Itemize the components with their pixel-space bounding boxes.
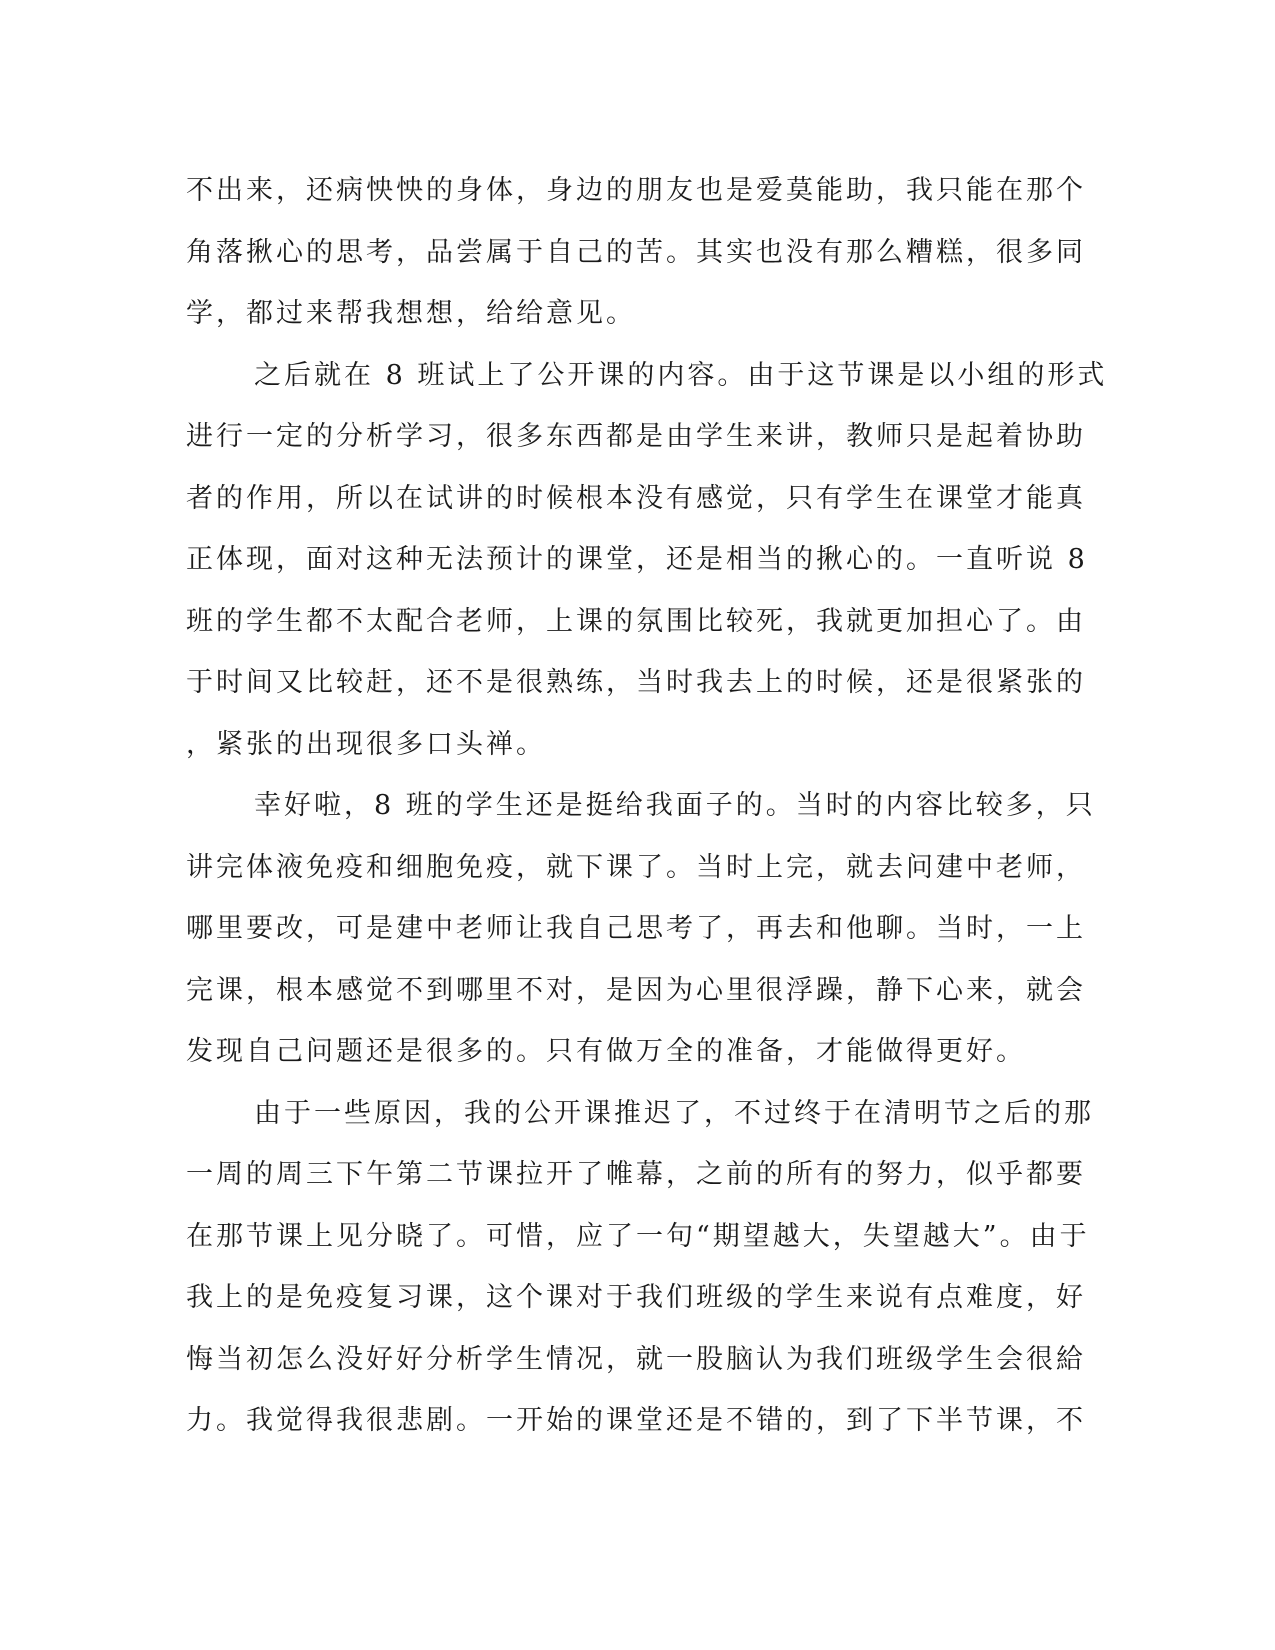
text-line: 学，都过来帮我想想，给给意见。 <box>186 298 636 329</box>
text-line: 悔当初怎么没好好分析学生情况，就一股脑认为我们班级学生会很給 <box>186 1343 1086 1375</box>
text-line: 不出来，还病怏怏的身体，身边的朋友也是爱莫能助，我只能在那个 <box>186 175 1086 206</box>
text-line: 幸好啦，8 班的学生还是挺给我面子的。当时的内容比较多，只 <box>254 790 1096 821</box>
text-line: 力。我觉得我很悲剧。一开始的课堂还是不错的，到了下半节课，不 <box>186 1405 1086 1436</box>
text-line: ，紧张的出现很多口头禅。 <box>186 728 546 760</box>
paragraph-2 <box>186 345 1108 776</box>
text-line: 发现自己问题还是很多的。只有做万全的准备，才能做得更好。 <box>186 1036 1026 1067</box>
body-text <box>186 160 1108 1452</box>
text-line: 一周的周三下午第二节课拉开了帷幕，之前的所有的努力，似乎都要 <box>186 1159 1086 1190</box>
text-line: 于时间又比较赶，还不是很熟练，当时我去上的时候，还是很紧张的 <box>186 667 1086 698</box>
text-line: 哪里要改，可是建中老师让我自己思考了，再去和他聊。当时，一上 <box>186 913 1086 944</box>
text-line: 之后就在 8 班试上了公开课的内容。由于这节课是以小组的形式 <box>254 359 1108 391</box>
text-line: 由于一些原因，我的公开课推迟了，不过终于在清明节之后的那 <box>254 1097 1094 1129</box>
paragraph-3 <box>186 775 1096 1083</box>
text-line: 角落揪心的思考，品尝属于自己的苦。其实也没有那么糟糕，很多同 <box>186 236 1086 268</box>
text-line: 班的学生都不太配合老师，上课的氛围比较死，我就更加担心了。由 <box>186 605 1086 637</box>
text-line: 我上的是免疫复习课，这个课对于我们班级的学生来说有点难度，好 <box>186 1282 1086 1313</box>
text-line: 在那节课上见分晓了。可惜，应了一句“期望越大，失望越大”。由于 <box>186 1220 1090 1252</box>
text-line: 正体现，面对这种无法预计的课堂，还是相当的揪心的。一直听说 8 <box>186 544 1088 575</box>
text-line: 讲完体液免疫和细胞免疫，就下课了。当时上完，就去问建中老师， <box>186 851 1086 883</box>
paragraph-1 <box>186 160 1086 345</box>
text-line: 者的作用，所以在试讲的时候根本没有感觉，只有学生在课堂才能真 <box>186 482 1086 514</box>
text-line: 进行一定的分析学习，很多东西都是由学生来讲，教师只是起着协助 <box>186 421 1086 452</box>
text-line: 完课，根本感觉不到哪里不对，是因为心里很浮躁，静下心来，就会 <box>186 974 1086 1006</box>
paragraph-4 <box>186 1083 1094 1452</box>
